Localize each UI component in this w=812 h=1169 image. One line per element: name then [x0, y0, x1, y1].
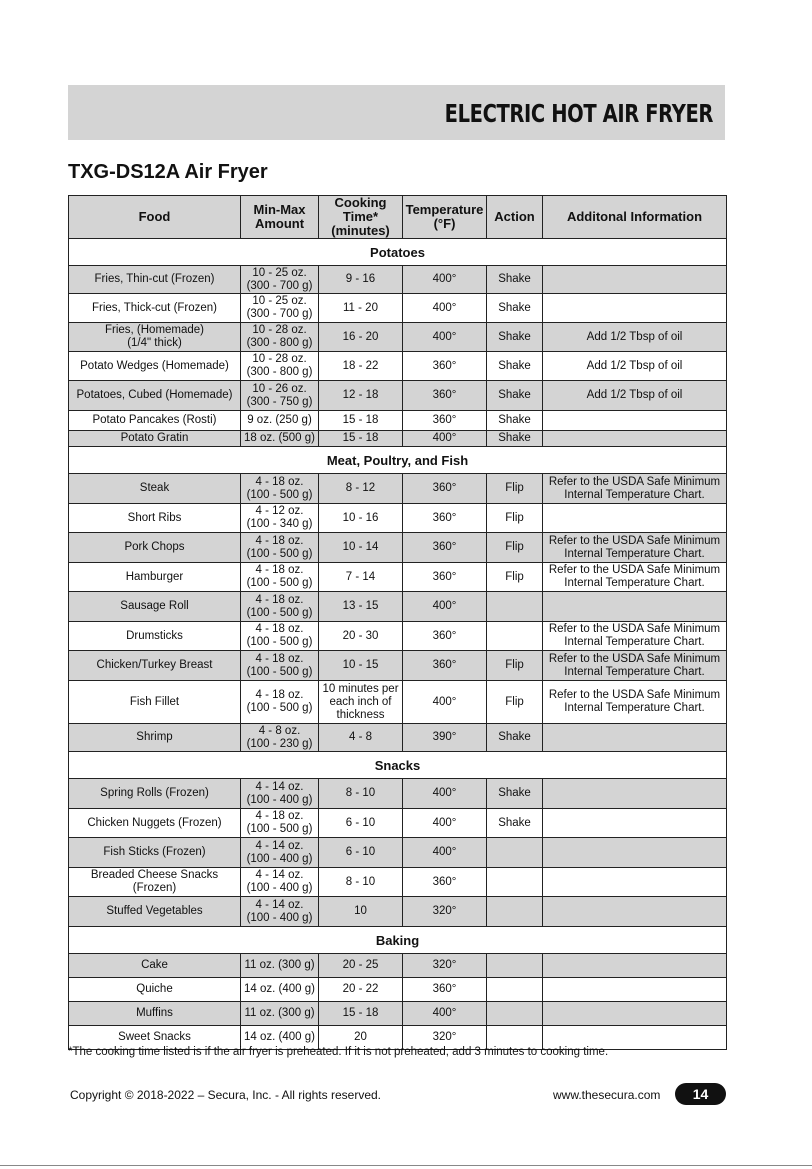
- cell-amount-line: (100 - 400 g): [246, 793, 313, 806]
- cell-info: [543, 622, 727, 651]
- cell-food: Fries, (Homemade) (1/4" thick): [69, 323, 241, 352]
- cell-food: Fries, Thick-cut (Frozen): [69, 294, 241, 323]
- cell-time: [319, 381, 403, 411]
- cell-info: [543, 352, 727, 381]
- cell-time-line: 8 - 12: [345, 482, 376, 494]
- cell-info: [543, 681, 727, 724]
- table-row: [69, 954, 727, 978]
- cell-info-line: Add 1/2 Tbsp of oil: [586, 389, 683, 401]
- cell-action: Flip: [487, 474, 543, 504]
- cell-temperature: 400°: [403, 681, 487, 724]
- cell-info-line: Internal Temperature Chart.: [564, 547, 705, 560]
- cell-time-line: 10 - 16: [342, 511, 379, 524]
- cell-info: [543, 868, 727, 897]
- cell-temperature: 400°: [403, 294, 487, 323]
- section-row: [69, 927, 727, 954]
- cell-temperature: 360°: [403, 533, 487, 563]
- cell-food: Potato Pancakes (Rosti): [69, 411, 241, 431]
- cell-time-line: 10 minutes per: [322, 682, 399, 695]
- cell-temperature: 320°: [403, 954, 487, 978]
- cell-amount: [241, 352, 319, 381]
- page-number-badge: 14: [675, 1083, 726, 1105]
- cell-amount-line: (100 - 500 g): [246, 823, 313, 835]
- cell-amount: [241, 868, 319, 897]
- cell-amount-line: 10 - 25 oz.: [252, 295, 307, 307]
- cell-amount-line: 10 - 26 oz.: [252, 382, 307, 395]
- section-row: [69, 752, 727, 779]
- header-action: Action: [487, 196, 543, 239]
- header-food: Food: [69, 196, 241, 239]
- cell-temperature: 360°: [403, 352, 487, 381]
- cell-info-line: Refer to the USDA Safe Minimum: [548, 652, 721, 665]
- section-row: [69, 239, 727, 266]
- cell-temperature: 400°: [403, 809, 487, 838]
- cell-amount-line: (100 - 500 g): [246, 547, 313, 560]
- cell-amount-line: (100 - 400 g): [246, 882, 313, 894]
- cell-amount-line: 10 - 25 oz.: [252, 266, 307, 279]
- cell-food: Stuffed Vegetables: [69, 897, 241, 927]
- cell-food: Steak: [69, 474, 241, 504]
- cell-temperature: 400°: [403, 266, 487, 294]
- table-row: [69, 897, 727, 927]
- section-title: Potatoes: [69, 239, 727, 266]
- cell-action: Shake: [487, 352, 543, 381]
- cooking-chart-table: [68, 195, 727, 1050]
- cell-temperature: 360°: [403, 381, 487, 411]
- cell-action: Shake: [487, 724, 543, 752]
- cell-action: Flip: [487, 681, 543, 724]
- cell-amount-line: 11 oz. (300 g): [244, 1007, 315, 1019]
- cell-amount: [241, 954, 319, 978]
- cell-food: Hamburger: [69, 563, 241, 592]
- table-row: [69, 868, 727, 897]
- cell-amount-line: 4 - 18 oz.: [255, 534, 304, 547]
- cell-info-line: Refer to the USDA Safe Minimum: [548, 564, 721, 576]
- header-amount-line2: Amount: [254, 216, 305, 231]
- cell-amount-line: 4 - 18 oz.: [255, 810, 304, 822]
- table-row: [69, 651, 727, 681]
- cell-amount-line: (100 - 500 g): [246, 636, 313, 648]
- cell-amount-line: (100 - 500 g): [246, 488, 313, 501]
- cell-action: Flip: [487, 533, 543, 563]
- cell-time: [319, 651, 403, 681]
- model-title: TXG-DS12A Air Fryer: [68, 161, 268, 183]
- cell-info: [543, 651, 727, 681]
- cell-time: [319, 622, 403, 651]
- cell-amount-line: 4 - 14 oz.: [255, 869, 304, 881]
- cell-temperature: 400°: [403, 1002, 487, 1026]
- cell-info-line: Refer to the USDA Safe Minimum: [548, 475, 721, 488]
- cell-action: [487, 954, 543, 978]
- header-temp-line1: Temperature: [405, 202, 484, 217]
- cell-time-line: 12 - 18: [342, 389, 379, 401]
- table-row: [69, 504, 727, 533]
- cell-time-line: 10: [354, 905, 367, 917]
- cell-temperature: 360°: [403, 651, 487, 681]
- table-header-row: [69, 196, 727, 239]
- cell-time-line: 16 - 20: [342, 330, 379, 343]
- cell-amount-line: 4 - 18 oz.: [255, 689, 304, 701]
- cell-amount-line: (300 - 700 g): [246, 279, 313, 292]
- cell-amount-line: 10 - 28 oz.: [252, 324, 307, 336]
- cell-time-line: 15 - 18: [342, 432, 379, 444]
- cell-action: [487, 978, 543, 1002]
- cell-amount-line: (100 - 500 g): [246, 606, 313, 619]
- cell-time-line: 9 - 16: [345, 273, 376, 285]
- header-amount-line1: Min-Max: [253, 202, 306, 217]
- cell-amount-line: 10 - 28 oz.: [252, 353, 307, 365]
- cell-amount-line: (100 - 400 g): [246, 852, 313, 865]
- cell-time-line: 7 - 14: [345, 570, 376, 583]
- header-temperature: [403, 196, 487, 239]
- cell-food: Potato Gratin: [69, 431, 241, 447]
- cell-info: [543, 431, 727, 447]
- cell-temperature: 400°: [403, 323, 487, 352]
- cell-action: [487, 868, 543, 897]
- cell-food: Quiche: [69, 978, 241, 1002]
- cell-amount: [241, 681, 319, 724]
- cell-time: [319, 563, 403, 592]
- cell-time-line: 8 - 10: [345, 875, 376, 888]
- cell-amount: [241, 504, 319, 533]
- cell-food: Sweet Snacks: [69, 1026, 241, 1050]
- cell-time: [319, 411, 403, 431]
- table-row: [69, 622, 727, 651]
- cell-food: Fish Fillet: [69, 681, 241, 724]
- cell-amount-line: 4 - 18 oz.: [255, 475, 304, 488]
- cell-amount: [241, 563, 319, 592]
- cell-temperature: 360°: [403, 563, 487, 592]
- table-row: [69, 381, 727, 411]
- cell-temperature: 360°: [403, 978, 487, 1002]
- cell-amount-line: 14 oz. (400 g): [244, 1031, 315, 1043]
- cell-amount-line: (100 - 400 g): [246, 911, 313, 924]
- cell-info-line: Refer to the USDA Safe Minimum: [548, 623, 721, 635]
- section-title: Snacks: [69, 752, 727, 779]
- cell-time: [319, 323, 403, 352]
- cell-time: [319, 681, 403, 724]
- cell-amount-line: (300 - 800 g): [246, 337, 313, 349]
- cell-time: [319, 838, 403, 868]
- cell-amount-line: (100 - 500 g): [246, 665, 313, 678]
- cell-food: Muffins: [69, 1002, 241, 1026]
- cell-time: [319, 431, 403, 447]
- header-time-line1: Cooking Time*: [334, 195, 387, 224]
- cell-amount: [241, 897, 319, 927]
- cell-time: [319, 978, 403, 1002]
- cell-action: Shake: [487, 779, 543, 809]
- cell-amount: [241, 411, 319, 431]
- cell-time: [319, 294, 403, 323]
- cell-time-line: 20: [354, 1031, 367, 1043]
- table-row: [69, 592, 727, 622]
- cell-time: [319, 352, 403, 381]
- cell-time-line: 8 - 10: [345, 787, 376, 799]
- cell-time: [319, 266, 403, 294]
- cell-time-line: 20 - 30: [342, 629, 379, 642]
- cell-action: Flip: [487, 504, 543, 533]
- cell-amount: [241, 592, 319, 622]
- cell-food: Fries, Thin-cut (Frozen): [69, 266, 241, 294]
- table-row: [69, 431, 727, 447]
- cell-amount-line: 14 oz. (400 g): [244, 983, 315, 995]
- cell-info-line: Add 1/2 Tbsp of oil: [586, 359, 683, 372]
- cell-info-line: Internal Temperature Chart.: [564, 488, 705, 501]
- cell-temperature: 400°: [403, 592, 487, 622]
- cell-info: [543, 978, 727, 1002]
- cell-amount-line: (300 - 800 g): [246, 366, 313, 378]
- cell-info: [543, 411, 727, 431]
- website-link[interactable]: www.thesecura.com: [553, 1088, 661, 1102]
- cell-action: Shake: [487, 431, 543, 447]
- table-row: [69, 809, 727, 838]
- cell-action: Flip: [487, 563, 543, 592]
- cell-amount-line: 4 - 14 oz.: [255, 780, 304, 793]
- cell-amount-line: 4 - 18 oz.: [255, 564, 304, 576]
- cell-action: Shake: [487, 323, 543, 352]
- cell-action: [487, 1002, 543, 1026]
- cell-amount: [241, 474, 319, 504]
- cell-time-line: each inch of: [329, 695, 392, 708]
- footnote: *The cooking time listed is if the air fryer is preheated. If it is not preheated, add 3 minutes to cooking time.: [68, 1046, 609, 1058]
- cell-time: [319, 897, 403, 927]
- cell-time: [319, 868, 403, 897]
- table-row: [69, 724, 727, 752]
- cell-amount: [241, 809, 319, 838]
- header-banner: [68, 85, 725, 140]
- cell-info-line: Refer to the USDA Safe Minimum: [548, 689, 721, 701]
- cell-info: [543, 323, 727, 352]
- cell-amount-line: 4 - 18 oz.: [255, 652, 304, 665]
- cell-amount-line: 4 - 18 oz.: [255, 623, 304, 635]
- cell-time: [319, 592, 403, 622]
- cell-info: [543, 838, 727, 868]
- table-row: [69, 563, 727, 592]
- cell-action: [487, 838, 543, 868]
- table-row: [69, 838, 727, 868]
- cell-food: Short Ribs: [69, 504, 241, 533]
- table-row: [69, 266, 727, 294]
- cell-amount-line: 4 - 12 oz.: [255, 505, 304, 517]
- table-body: [69, 239, 727, 1050]
- copyright: Copyright © 2018-2022 – Secura, Inc. - All rights reserved.: [70, 1088, 381, 1102]
- cell-amount-line: 11 oz. (300 g): [244, 959, 315, 971]
- cell-time: [319, 504, 403, 533]
- cell-temperature: 390°: [403, 724, 487, 752]
- cell-amount: [241, 724, 319, 752]
- cell-action: Shake: [487, 294, 543, 323]
- cell-info: [543, 504, 727, 533]
- cell-amount: [241, 294, 319, 323]
- cell-time: [319, 474, 403, 504]
- cell-food: Fish Sticks (Frozen): [69, 838, 241, 868]
- cell-amount: [241, 266, 319, 294]
- cell-food: Shrimp: [69, 724, 241, 752]
- table-row: [69, 352, 727, 381]
- cell-info: [543, 474, 727, 504]
- cell-temperature: 360°: [403, 622, 487, 651]
- bottom-rule: [0, 1165, 812, 1166]
- cell-amount: [241, 1002, 319, 1026]
- cell-amount: [241, 651, 319, 681]
- cell-info: [543, 592, 727, 622]
- table-row: [69, 294, 727, 323]
- cell-info: [543, 1002, 727, 1026]
- header-cooking-time: [319, 196, 403, 239]
- cell-info: [543, 954, 727, 978]
- section-row: [69, 447, 727, 474]
- cell-amount-line: 9 oz. (250 g): [247, 414, 312, 426]
- cell-temperature: 400°: [403, 431, 487, 447]
- cell-amount: [241, 381, 319, 411]
- cell-temperature: 360°: [403, 474, 487, 504]
- cell-action: Shake: [487, 266, 543, 294]
- cell-action: Flip: [487, 651, 543, 681]
- cell-amount-line: (100 - 500 g): [246, 577, 313, 589]
- cell-info-line: Refer to the USDA Safe Minimum: [548, 534, 721, 547]
- cell-info-line: Internal Temperature Chart.: [564, 702, 705, 714]
- section-title: Meat, Poultry, and Fish: [69, 447, 727, 474]
- table-row: [69, 411, 727, 431]
- cell-amount: [241, 622, 319, 651]
- cell-action: [487, 592, 543, 622]
- cell-info: [543, 294, 727, 323]
- banner-title: ELECTRIC HOT AIR FRYER: [444, 99, 713, 128]
- header-time-line2: (minutes): [331, 223, 390, 238]
- cell-time-line: 20 - 22: [342, 983, 379, 995]
- cell-info: [543, 533, 727, 563]
- cell-info-line: Internal Temperature Chart.: [564, 636, 705, 648]
- header-info: Additonal Information: [543, 196, 727, 239]
- cell-info-line: Internal Temperature Chart.: [564, 577, 705, 589]
- cell-food: Chicken/Turkey Breast: [69, 651, 241, 681]
- cell-time-line: 13 - 15: [342, 600, 379, 612]
- cell-info: [543, 897, 727, 927]
- cell-amount-line: (300 - 700 g): [246, 308, 313, 320]
- cell-food: Chicken Nuggets (Frozen): [69, 809, 241, 838]
- cell-temperature: 320°: [403, 1026, 487, 1050]
- header-amount: [241, 196, 319, 239]
- cell-time: [319, 533, 403, 563]
- cell-temperature: 360°: [403, 504, 487, 533]
- cell-amount: [241, 533, 319, 563]
- cell-food: Potato Wedges (Homemade): [69, 352, 241, 381]
- cell-info: [543, 779, 727, 809]
- cell-time-line: 6 - 10: [345, 846, 376, 858]
- cell-temperature: 360°: [403, 411, 487, 431]
- cell-food: Breaded Cheese Snacks (Frozen): [69, 868, 241, 897]
- cell-temperature: 360°: [403, 868, 487, 897]
- cell-info-line: Add 1/2 Tbsp of oil: [586, 330, 683, 343]
- cell-action: [487, 622, 543, 651]
- cell-time-line: 10 - 15: [342, 659, 379, 671]
- cell-action: Shake: [487, 809, 543, 838]
- cell-time-line: 15 - 18: [342, 414, 379, 426]
- cell-food: Spring Rolls (Frozen): [69, 779, 241, 809]
- cell-info: [543, 266, 727, 294]
- cell-food: Drumsticks: [69, 622, 241, 651]
- cell-time-line: thickness: [336, 708, 385, 721]
- cell-amount: [241, 779, 319, 809]
- cell-time-line: 4 - 8: [348, 731, 372, 743]
- cell-time-line: 6 - 10: [345, 816, 376, 829]
- cell-amount: [241, 431, 319, 447]
- cell-info: [543, 809, 727, 838]
- cell-info: [543, 563, 727, 592]
- cell-food: Pork Chops: [69, 533, 241, 563]
- cell-amount: [241, 323, 319, 352]
- cell-amount-line: (300 - 750 g): [246, 395, 313, 408]
- cell-time-line: 15 - 18: [342, 1007, 379, 1019]
- cell-temperature: 320°: [403, 897, 487, 927]
- cell-food: Sausage Roll: [69, 592, 241, 622]
- cell-food: Cake: [69, 954, 241, 978]
- cell-time: [319, 954, 403, 978]
- cell-action: Shake: [487, 381, 543, 411]
- header-temp-line2: (°F): [433, 216, 456, 231]
- cell-info: [543, 381, 727, 411]
- table-row: [69, 978, 727, 1002]
- table-row: [69, 681, 727, 724]
- cell-temperature: 400°: [403, 838, 487, 868]
- cell-time-line: 10 - 14: [342, 541, 379, 553]
- cell-time-line: 11 - 20: [343, 301, 378, 314]
- cell-amount-line: (100 - 500 g): [246, 702, 313, 714]
- cell-amount-line: 4 - 8 oz.: [258, 724, 301, 737]
- cell-amount-line: 4 - 14 oz.: [255, 898, 304, 911]
- table-row: [69, 1002, 727, 1026]
- cell-amount-line: 18 oz. (500 g): [244, 432, 315, 444]
- cell-time-line: 18 - 22: [342, 359, 379, 372]
- cell-time-line: 20 - 25: [342, 959, 379, 971]
- section-title: Baking: [69, 927, 727, 954]
- cell-amount-line: (100 - 230 g): [246, 737, 313, 750]
- cell-time: [319, 779, 403, 809]
- cell-action: Shake: [487, 411, 543, 431]
- cell-action: [487, 897, 543, 927]
- table-row: [69, 474, 727, 504]
- cell-info: [543, 724, 727, 752]
- table-row: [69, 533, 727, 563]
- cell-amount: [241, 838, 319, 868]
- cell-info-line: Internal Temperature Chart.: [564, 665, 705, 678]
- cell-time: [319, 809, 403, 838]
- cell-time: [319, 724, 403, 752]
- cell-temperature: 400°: [403, 779, 487, 809]
- cell-amount-line: 4 - 14 oz.: [255, 839, 304, 852]
- cell-amount-line: 4 - 18 oz.: [255, 593, 304, 606]
- table-row: [69, 779, 727, 809]
- cell-amount-line: (100 - 340 g): [246, 518, 313, 530]
- cell-food: Potatoes, Cubed (Homemade): [69, 381, 241, 411]
- cell-amount: [241, 978, 319, 1002]
- table-row: [69, 323, 727, 352]
- cell-time: [319, 1002, 403, 1026]
